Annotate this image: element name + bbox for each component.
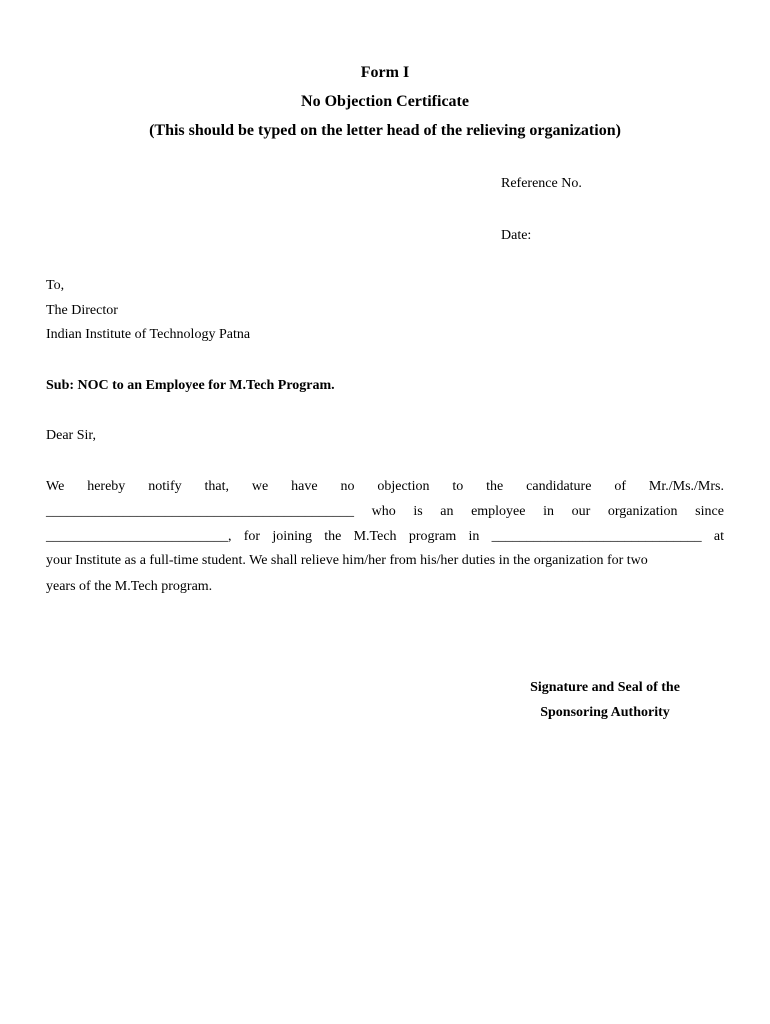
body-word: to	[452, 479, 464, 494]
letterhead-instruction: (This should be typed on the letter head of the relieving organization)	[149, 122, 621, 139]
body-word: ______________________________	[491, 529, 702, 544]
body-word: that,	[204, 479, 230, 494]
body-word: We	[46, 479, 65, 494]
body-word: M.Tech	[353, 529, 397, 544]
subject-line: Sub: NOC to an Employee for M.Tech Program.	[46, 378, 335, 393]
date-label: Date:	[501, 228, 532, 243]
body-word: in	[543, 504, 554, 519]
signature-line-1: Signature and Seal of the	[530, 680, 680, 695]
body-word: Mr./Ms./Mrs.	[648, 479, 724, 494]
body-word: for	[243, 529, 261, 544]
body-word: program	[408, 529, 457, 544]
reference-number-label: Reference No.	[501, 176, 582, 191]
body-word: notify	[148, 479, 182, 494]
body-word: candidature	[526, 479, 592, 494]
body-word: employee	[471, 504, 526, 519]
address-to: To,	[46, 278, 65, 293]
body-word: objection	[377, 479, 430, 494]
body-word: since	[695, 504, 724, 519]
body-word: the	[324, 529, 342, 544]
body-word: at	[713, 529, 724, 544]
body-word: we	[251, 479, 269, 494]
body-word: is	[413, 504, 423, 519]
body-word: ____________________________________________	[46, 504, 354, 519]
body-word: the	[486, 479, 504, 494]
body-word: have	[291, 479, 318, 494]
body-word: no	[340, 479, 355, 494]
address-institute: Indian Institute of Technology Patna	[46, 327, 251, 342]
body-word: organization	[607, 504, 678, 519]
form-number: Form I	[360, 64, 410, 81]
body-word: who	[371, 504, 396, 519]
document-title: No Objection Certificate	[301, 93, 469, 110]
body-word: __________________________,	[46, 529, 232, 544]
salutation: Dear Sir,	[46, 428, 96, 443]
address-recipient: The Director	[46, 303, 118, 318]
body-word: joining	[272, 529, 312, 544]
body-word: our	[571, 504, 591, 519]
body-word: in	[468, 529, 480, 544]
body-line-5: years of the M.Tech program.	[46, 579, 213, 594]
body-word: of	[614, 479, 626, 494]
body-word: hereby	[87, 479, 126, 494]
body-word: an	[440, 504, 454, 519]
signature-line-2: Sponsoring Authority	[540, 705, 670, 720]
body-line-4: your Institute as a full-time student. We shall relieve him/her from his/her duties in the organization for two	[46, 553, 648, 568]
body-line-2	[46, 503, 724, 521]
body-line-3	[46, 528, 724, 546]
body-line-1	[46, 478, 724, 496]
